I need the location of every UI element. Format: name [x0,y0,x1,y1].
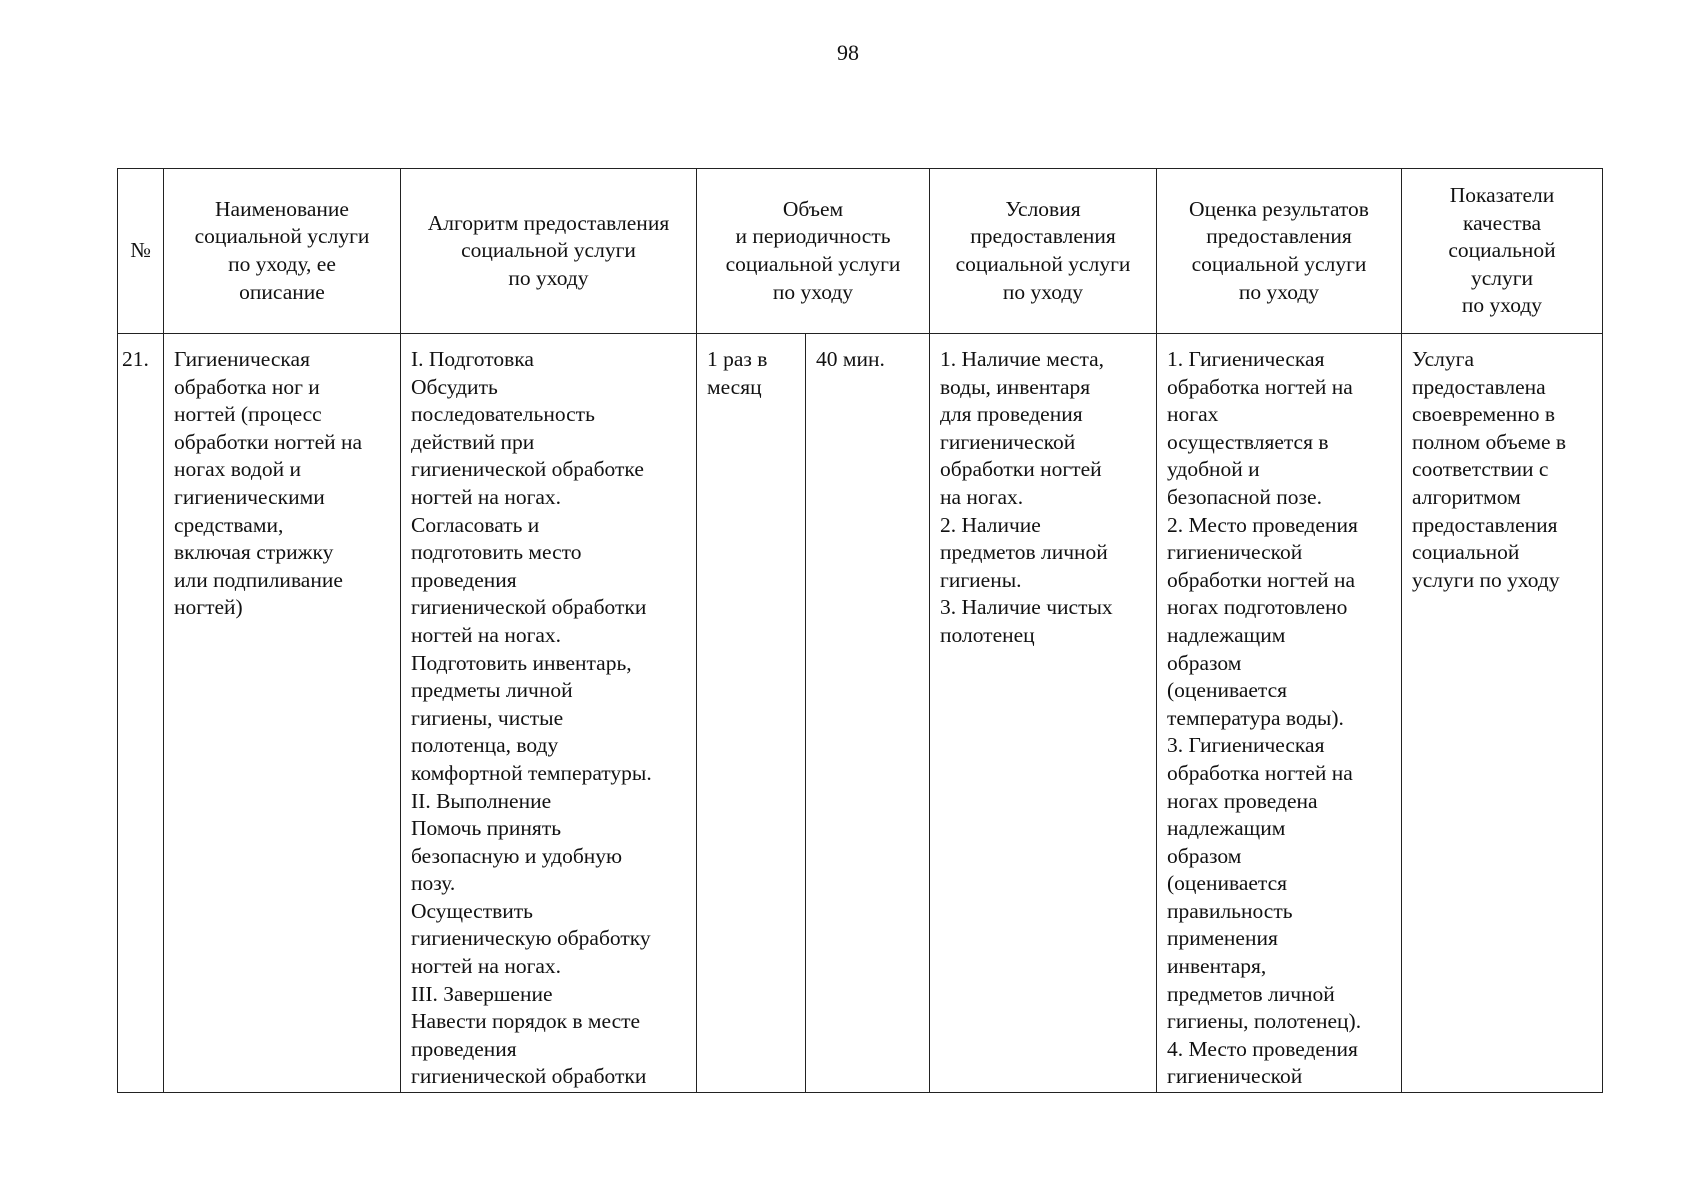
table-row [118,334,1603,1093]
row-number: 21. [118,334,164,1093]
table-header-row [118,169,1603,334]
header-number: № [118,169,164,334]
evaluation-cell: 1. Гигиеническая обработка ногтей на ногах осуществляется в удобной и безопасной позе. 2. Место проведения гигиенической обработки ногтей на ногах подготовлено надлежащим образом (оценивается температура воды). 3. Гигиеническая обработка ногтей на ногах проведена надлежащим образом (оценивается правильность применения инвентаря, предметов личной гигиены, полотенец). 4. Место проведения гигиенической [1157,334,1402,1093]
header-quality-indicators: Показатели качества социальной услуги по уходу [1402,169,1603,334]
quality-cell: Услуга предоставлена своевременно в полном объеме в соответствии с алгоритмом предоставления социальной услуги по уходу [1402,334,1603,1093]
page-number: 98 [837,40,859,65]
duration-cell: 40 мин. [806,334,930,1093]
frequency-cell: 1 раз в месяц [697,334,806,1093]
header-evaluation: Оценка результатов предоставления социальной услуги по уходу [1157,169,1402,334]
header-algorithm: Алгоритм предоставления социальной услуги по уходу [401,169,697,334]
header-volume-frequency: Объем и периодичность социальной услуги по уходу [697,169,930,334]
header-conditions: Условия предоставления социальной услуги по уходу [930,169,1157,334]
social-services-table [117,168,1603,1093]
header-service-name: Наименование социальной услуги по уходу, ее описание [164,169,401,334]
algorithm-cell: I. Подготовка Обсудить последовательность действий при гигиенической обработке ногтей на ногах. Согласовать и подготовить место проведения гигиенической обработки ногтей на ногах. Подготовить инвентарь, предметы личной гигиены, чистые полотенца, воду комфортной температуры. II. Выполнение Помочь принять безопасную и удобную позу. Осуществить гигиеническую обработку ногтей на ногах. III. Завершение Навести порядок в месте проведения гигиенической обработки [401,334,697,1093]
service-name-cell: Гигиеническая обработка ног и ногтей (процесс обработки ногтей на ногах водой и гигиеническими средствами, включая стрижку или подпиливание ногтей) [164,334,401,1093]
conditions-cell: 1. Наличие места, воды, инвентаря для проведения гигиенической обработки ногтей на ногах. 2. Наличие предметов личной гигиены. 3. Наличие чистых полотенец [930,334,1157,1093]
